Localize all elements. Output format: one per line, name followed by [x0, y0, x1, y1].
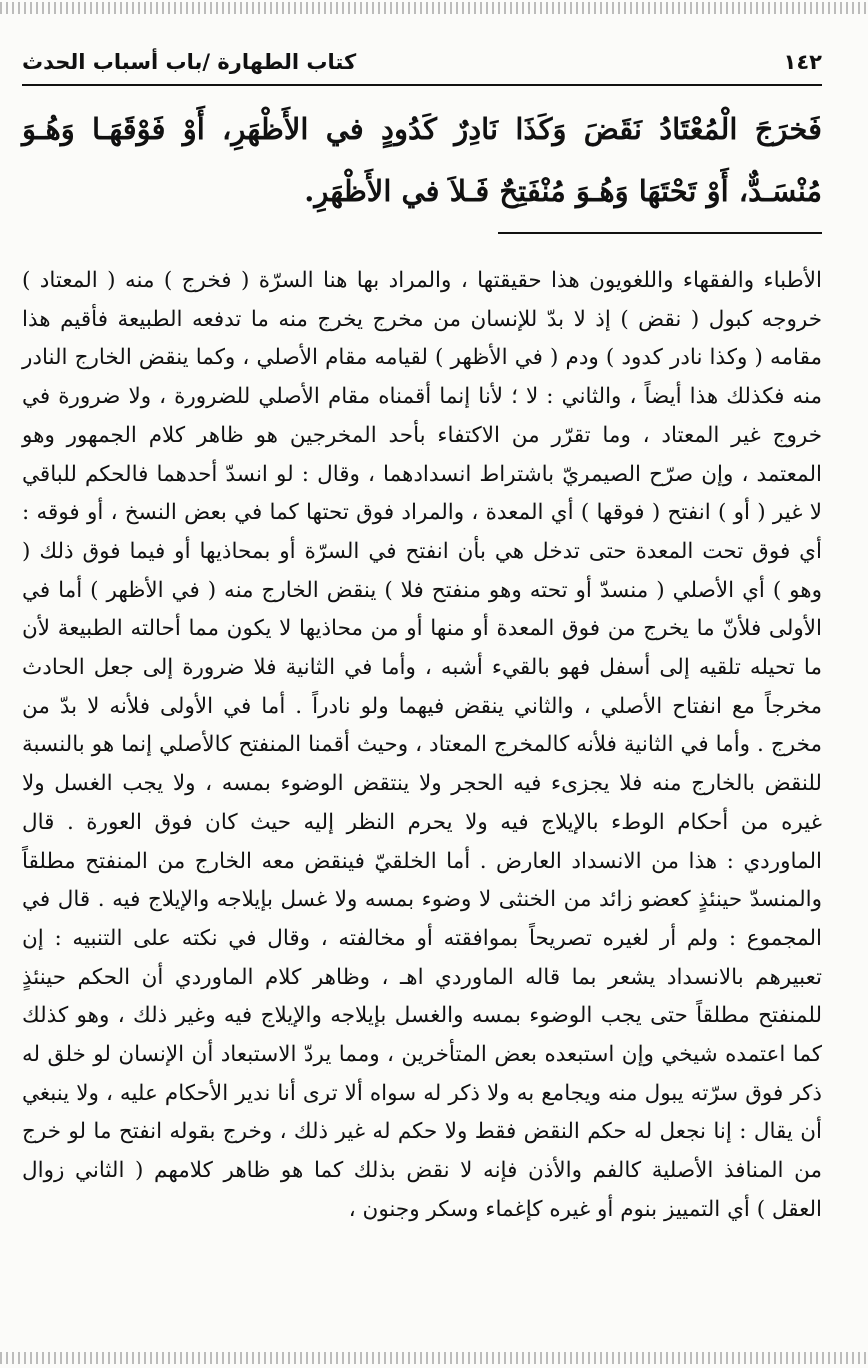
matn-text: فَخرَجَ الْمُعْتَادُ نَقَضَ وَكَذَا نَادِرٌ كَدُودٍ في الأَظْهَرِ، أَوْ فَوْقَهَـا وَهُـوَ مُنْسَـدٌّ، أَوْ تَحْتَهَا وَهُـوَ مُنْفَتِحٌ فَـلاَ في الأَظْهَرِ.	[22, 112, 822, 208]
bottom-ornament-border	[0, 1352, 868, 1364]
separator-rule	[498, 232, 822, 234]
page-header	[22, 42, 822, 82]
header-rule	[22, 84, 822, 86]
top-ornament-border	[0, 2, 868, 14]
page-number: ١٤٢	[783, 50, 822, 74]
commentary-text: الأطباء والفقهاء واللغويون هذا حقيقتها ، والمراد بها هنا السرّة ( فخرج ) منه ( المعتاد ) خروجه كبول ( نقض ) إذ لا بدّ للإنسان من مخرج يخرج منه ما تدفعه الطبيعة فأقيم هذا مقامه ( وكذا نادر كدود ) ودم ( في الأظهر ) لقيامه مقام الأصلي ، وكما ينقض الخارج النادر منه فكذلك هذا أيضاً ، والثاني : لا ؛ لأنا إنما أقمناه مقام الأصلي للضرورة ، ولا ضرورة في خروج غير المعتاد ، وما تقرّر من الاكتفاء بأحد المخرجين هو ظاهر كلام الجمهور وهو المعتمد ، وإن صرّح الصيمريّ باشتراط انسدادهما ، وقال : لو انسدّ أحدهما فالحكم للباقي لا غير ( أو ) انفتح ( فوقها ) أي المعدة ، والمراد فوق تحتها كما في بعض النسخ ، أو فوقه : أي فوق تحت المعدة حتى تدخل هي بأن انفتح في السرّة أو بمحاذيها أو فيما فوق ذلك ( وهو ) أي الأصلي ( منسدّ أو تحته وهو منفتح فلا ) ينقض الخارج منه ( في الأظهر ) أما في الأولى فلأنّ ما يخرج من فوق المعدة أو منها أو من محاذيها لا يكون مما أحالته الطبيعة لأن ما تحيله تلقيه إلى أسفل فهو بالقيء أشبه ، وأما في الثانية فلا ضرورة إلى جعل الحادث مخرجاً مع انفتاح الأصلي ، والثاني ينقض فيهما ولو نادراً . أما في الأولى فلأنه لا بدّ من مخرج . وأما في الثانية فلأنه كالمخرج المعتاد ، وحيث أقمنا المنفتح كالأصلي إنما هو بالنسبة للنقض بالخارج منه فلا يجزىء فيه الحجر ولا ينتقض الوضوء بمسه ، ولا يجب الغسل ولا غيره من أحكام الوطء بالإيلاج فيه ولا يحرم النظر إليه حيث كان فوق العورة . قال الماوردي : هذا من الانسداد العارض . أما الخلقيّ فينقض معه الخارج من المنفتح مطلقاً والمنسدّ حينئذٍ كعضو زائد من الخنثى لا وضوء بمسه ولا غسل بإيلاجه والإيلاج فيه . قال في المجموع : ولم أر لغيره تصريحاً بموافقته أو مخالفته ، وقال في نكته على التنبيه : إن تعبيرهم بالانسداد يشعر بما قاله الماوردي اهـ ، وظاهر كلام الماوردي أن الحكم حينئذٍ للمنفتح مطلقاً حتى يجب الوضوء بمسه والغسل بإيلاجه والإيلاج فيه وغير ذلك ، وهو كذلك كما اعتمده شيخي وإن استبعده بعض المتأخرين ، ومما يردّ الاستبعاد أن الإنسان لو خلق له ذكر فوق سرّته يبول منه ويجامع به ولا ذكر له سواه ألا ترى أنا ندير الأحكام عليه ، ولا ينبغي أن يقال : إنا نجعل له حكم النقض فقط ولا حكم له غير ذلك ، وخرج بقوله انفتح ما لو خرج من المنافذ الأصلية كالفم والأذن فإنه لا نقض بذلك كما هو ظاهر كلامهم ( الثاني زوال العقل ) أي التمييز بنوم أو غيره كإغماء وسكر وجنون ،	[22, 268, 822, 1222]
running-title: كتاب الطهارة /باب أسباب الحدث	[22, 50, 357, 74]
